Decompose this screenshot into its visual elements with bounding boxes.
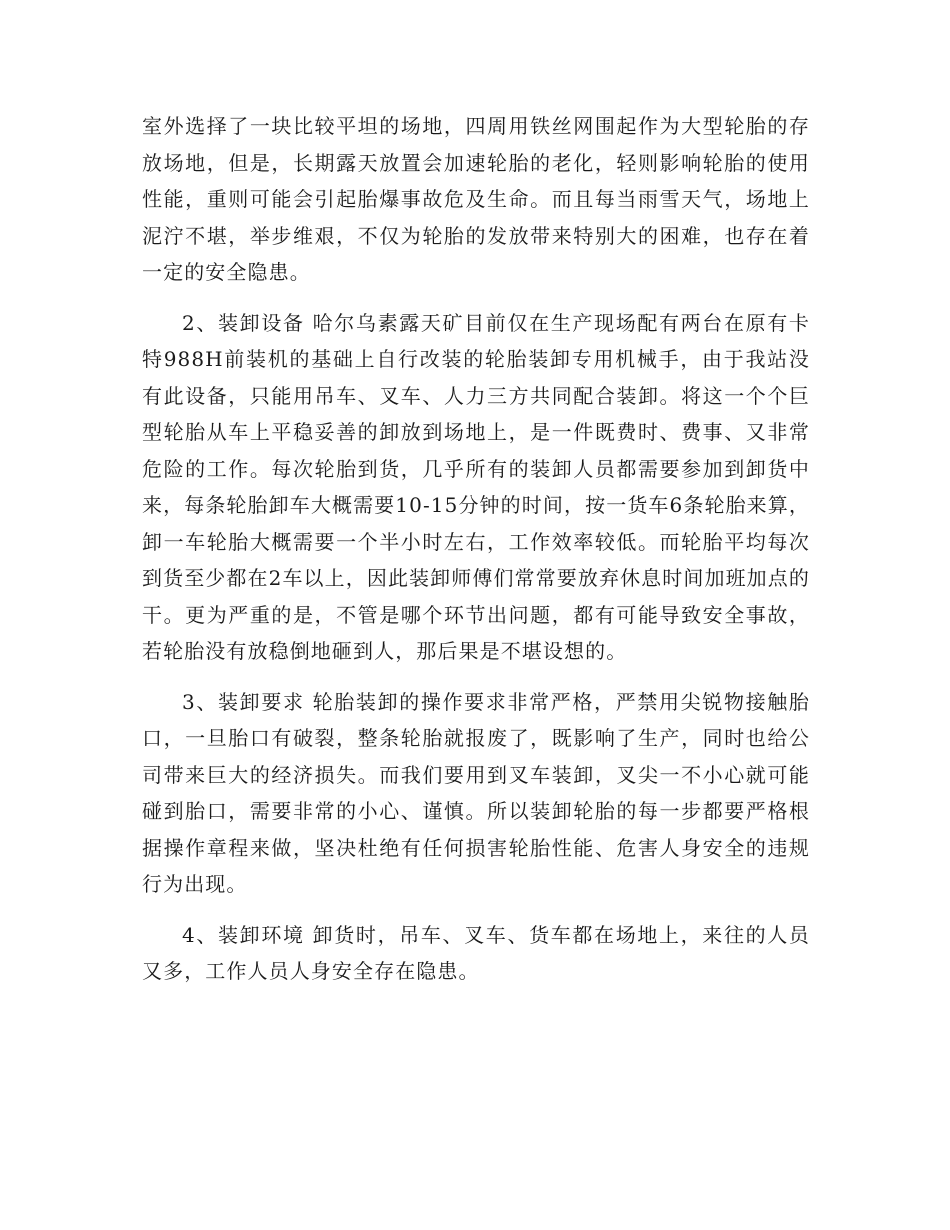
paragraph-loading-environment: 4、装卸环境 卸货时，吊车、叉车、货车都在场地上，来往的人员又多，工作人员人身安全存在隐患。: [142, 922, 810, 983]
document-page: [142, 108, 810, 1004]
paragraph-storage-site: 室外选择了一块比较平坦的场地，四周用铁丝网围起作为大型轮胎的存放场地，但是，长期露天放置会加速轮胎的老化，轻则影响轮胎的使用性能，重则可能会引起胎爆事故危及生命。而且每当雨雪天气，场地上泥泞不堪，举步维艰，不仅为轮胎的发放带来特别大的困难，也存在着一定的安全隐患。: [142, 114, 810, 284]
paragraph-loading-equipment: 2、装卸设备 哈尔乌素露天矿目前仅在生产现场配有两台在原有卡特988H前装机的基础上自行改装的轮胎装卸专用机械手，由于我站没有此设备，只能用吊车、叉车、人力三方共同配合装卸。将这一个个巨型轮胎从车上平稳妥善的卸放到场地上，是一件既费时、费事、又非常危险的工作。每次轮胎到货，几乎所有的装卸人员都需要参加到卸货中来，每条轮胎卸车大概需要10-15分钟的时间，按一货车6条轮胎来算，卸一车轮胎大概需要一个半小时左右，工作效率较低。而轮胎平均每次到货至少都在2车以上，因此装卸师傅们常常要放弃休息时间加班加点的干。更为严重的是，不管是哪个环节出问题，都有可能导致安全事故，若轮胎没有放稳倒地砸到人，那后果是不堪设想的。: [142, 310, 810, 663]
paragraph-loading-requirements: 3、装卸要求 轮胎装卸的操作要求非常严格，严禁用尖锐物接触胎口，一旦胎口有破裂，整条轮胎就报废了，既影响了生产，同时也给公司带来巨大的经济损失。而我们要用到叉车装卸，叉尖一不小心就可能碰到胎口，需要非常的小心、谨慎。所以装卸轮胎的每一步都要严格根据操作章程来做，坚决杜绝有任何损害轮胎性能、危害人身安全的违规行为出现。: [142, 689, 810, 896]
